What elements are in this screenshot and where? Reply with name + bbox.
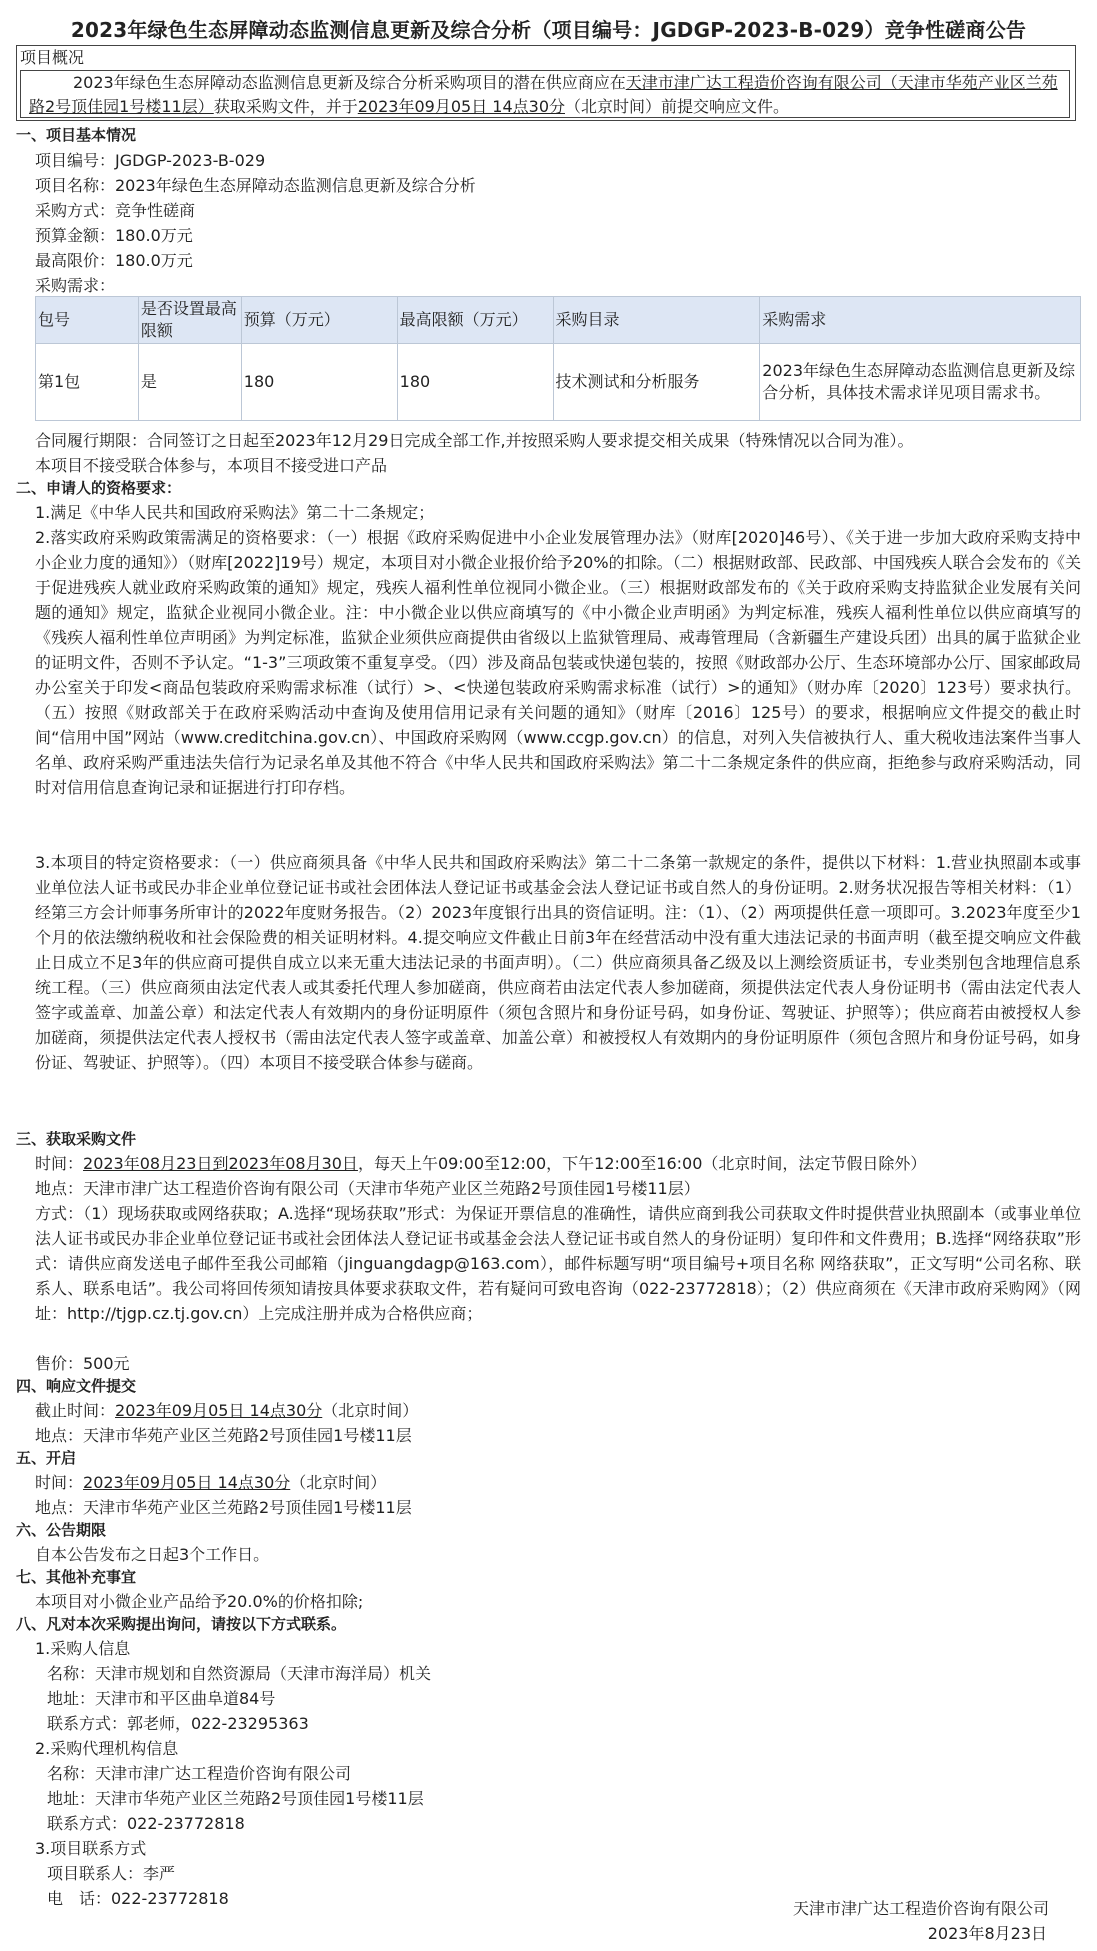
project-contact-person: 项目联系人：李严: [47, 1864, 176, 1883]
qualification-item-1: 1.满足《中华人民共和国政府采购法》第二十二条规定；: [35, 503, 435, 522]
cell-budget: 180: [241, 344, 397, 421]
agency-name: 名称：天津市津广达工程造价咨询有限公司: [47, 1764, 352, 1783]
other-matters-text: 本项目对小微企业产品给予20.0%的价格扣除;: [35, 1592, 364, 1611]
buyer-address: 地址：天津市和平区曲阜道84号: [47, 1689, 276, 1708]
demand-label: 采购需求：: [35, 276, 116, 295]
cell-demand: 2023年绿色生态屏障动态监测信息更新及综合分析，具体技术需求详见项目需求书。: [760, 344, 1081, 421]
table-header-row: [36, 297, 1081, 344]
obtain-start-date: 2023年08月23日: [83, 1154, 213, 1173]
project-name: 项目名称：2023年绿色生态屏障动态监测信息更新及综合分析: [35, 176, 476, 195]
section-heading-qualifications: 二、申请人的资格要求：: [16, 479, 182, 497]
cell-has-limit: 是: [138, 344, 241, 421]
col-header-package: 包号: [36, 297, 139, 344]
obtain-end-date: 2023年08月30日: [228, 1154, 358, 1173]
contract-period: 合同履行期限：合同签订之日起至2023年12月29日完成全部工作,并按照采购人要求提交相关成果（特殊情况以合同为准）。: [35, 431, 914, 450]
cell-catalog: 技术测试和分析服务: [553, 344, 760, 421]
procurement-method: 采购方式：竞争性磋商: [35, 201, 196, 220]
buyer-heading: 1.采购人信息: [35, 1639, 131, 1658]
project-number: 项目编号：JGDGP-2023-B-029: [35, 151, 266, 170]
signature-date: 2023年8月23日: [927, 1924, 1047, 1943]
procurement-demand-table: [35, 296, 1081, 421]
overview-text: 2023年绿色生态屏障动态监测信息更新及综合分析采购项目的潜在供应商应在天津市津广达工程造价咨询有限公司（天津市华苑产业区兰苑路2号顶佳园1号楼11层）获取采购文件，并于2023年09月05日 14点30分（北京时间）前提交响应文件。: [20, 70, 1070, 118]
project-contact-phone: 电 话：022-23772818: [47, 1889, 229, 1908]
document-price: 售价：500元: [35, 1354, 130, 1373]
agency-heading: 2.采购代理机构信息: [35, 1739, 179, 1758]
obtain-method: 方式：（1）现场获取或网络获取；A.选择“现场获取”形式：为保证开票信息的准确性，请供应商到我公司获取文件时提供营业执照副本（或事业单位法人证书或民办非企业单位登记证书或社会团体法人登记证书或基金会法人登记证书或自然人的身份证明）复印件和文件费用；B.选择“网络获取”形式：请供应商发送电子邮件至我公司邮箱（jinguangdagp@163.com），邮件标题写明“项目编号+项目名称 网络获取”，正文写明“公司名称、联系人、联系电话”。我公司将回传须知请按具体要求获取文件，若有疑问可致电咨询（022-23772818）；（2）供应商须在《天津市政府采购网》（网址：http://tjgp.cz.tj.gov.cn）上完成注册并成为合格供应商；: [35, 1204, 1081, 1323]
submission-date: 2023年09月05日 14点30分: [357, 97, 565, 116]
max-price: 最高限价：180.0万元: [35, 251, 193, 270]
obtain-time: 时间：2023年08月23日到2023年08月30日，每天上午09:00至12:00，下午12:00至16:00（北京时间，法定节假日除外）: [35, 1154, 927, 1173]
agency-contact: 联系方式：022-23772818: [47, 1814, 245, 1833]
opening-time: 时间：2023年09月05日 14点30分（北京时间）: [35, 1473, 387, 1492]
buyer-contact: 联系方式：郭老师，022-23295363: [47, 1714, 309, 1733]
section-heading-opening: 五、开启: [16, 1449, 77, 1467]
signature-company: 天津市津广达工程造价咨询有限公司: [792, 1899, 1049, 1918]
supplier-location-link: 天津市津广达工程造价咨询有限公司（天津市华苑产业区兰苑路2号顶佳园1号楼11层）: [29, 73, 1058, 116]
submission-deadline: 截止时间：2023年09月05日 14点30分（北京时间）: [35, 1401, 419, 1420]
section-heading-obtain-docs: 三、获取采购文件: [16, 1130, 137, 1148]
col-header-budget: 预算（万元）: [241, 297, 397, 344]
col-header-demand: 采购需求: [760, 297, 1081, 344]
col-header-has-limit: 是否设置最高限额: [138, 297, 241, 344]
page-title: 2023年绿色生态屏障动态监测信息更新及综合分析（项目编号：JGDGP-2023-B-029）竞争性磋商公告: [70, 18, 1027, 42]
agency-address: 地址：天津市华苑产业区兰苑路2号顶佳园1号楼11层: [47, 1789, 424, 1808]
section-heading-notice-period: 六、公告期限: [16, 1521, 107, 1539]
col-header-max-limit: 最高限额（万元）: [397, 297, 553, 344]
qualification-item-3: 3.本项目的特定资格要求：（一）供应商须具备《中华人民共和国政府采购法》第二十二条第一款规定的条件，提供以下材料：1.营业执照副本或事业单位法人证书或民办非企业单位登记证书或社会团体法人登记证书或基金会法人登记证书或自然人的身份证明。2.财务状况报告等相关材料：（1）经第三方会计师事务所审计的2022年度财务报告。（2）2023年度银行出具的资信证明。注：（1）、（2）两项提供任意一项即可。3.2023年度至少1个月的依法缴纳税收和社会保险费的相关证明材料。4.提交响应文件截止日前3年在经营活动中没有重大违法记录的书面声明（截至提交响应文件截止日成立不足3年的供应商可提供自成立以来无重大违法记录的书面声明）。（二）供应商须具备乙级及以上测绘资质证书，专业类别包含地理信息系统工程。（三）供应商须由法定代表人或其委托代理人参加磋商，供应商若由法定代表人参加磋商，须提供法定代表人身份证明书（需由法定代表人签字或盖章、加盖公章）和法定代表人有效期内的身份证明原件（须包含照片和身份证号码，如身份证、驾驶证、护照等）；供应商若由被授权人参加磋商，须提供法定代表人授权书（需由法定代表人签字或盖章、加盖公章）和被授权人有效期内的身份证明原件（须包含照片和身份证号码，如身份证、驾驶证、护照等）。（四）本项目不接受联合体参与磋商。: [35, 853, 1081, 1072]
cell-package: 第1包: [36, 344, 139, 421]
section-heading-basic-info: 一、项目基本情况: [16, 126, 137, 144]
col-header-catalog: 采购目录: [553, 297, 760, 344]
obtain-place: 地点：天津市津广达工程造价咨询有限公司（天津市华苑产业区兰苑路2号顶佳园1号楼11层）: [35, 1179, 700, 1198]
table-row: [36, 344, 1081, 421]
submission-place: 地点：天津市华苑产业区兰苑路2号顶佳园1号楼11层: [35, 1426, 412, 1445]
overview-label: 项目概况: [20, 48, 85, 67]
buyer-name: 名称：天津市规划和自然资源局（天津市海洋局）机关: [47, 1664, 432, 1683]
budget-amount: 预算金额：180.0万元: [35, 226, 193, 245]
overview-box: [16, 45, 1076, 121]
section-heading-submission: 四、响应文件提交: [16, 1377, 137, 1395]
cell-max-limit: 180: [397, 344, 553, 421]
notice-period-text: 自本公告发布之日起3个工作日。: [35, 1545, 270, 1564]
no-consortium-note: 本项目不接受联合体参与，本项目不接受进口产品: [35, 456, 388, 475]
section-heading-contacts: 八、凡对本次采购提出询问，请按以下方式联系。: [16, 1615, 347, 1633]
opening-place: 地点：天津市华苑产业区兰苑路2号顶佳园1号楼11层: [35, 1498, 412, 1517]
project-contact-heading: 3.项目联系方式: [35, 1839, 147, 1858]
qualification-item-2: 2.落实政府采购政策需满足的资格要求：（一）根据《政府采购促进中小企业发展管理办法》（财库[2020]46号）、《关于进一步加大政府采购支持中小企业力度的通知》）（财库[2022]19号）规定，本项目对小微企业报价给予20%的扣除。（二）根据财政部、民政部、中国残疾人联合会发布的《关于促进残疾人就业政府采购政策的通知》规定，残疾人福利性单位视同小微企业。（三）根据财政部发布的《关于政府采购支持监狱企业发展有关问题的通知》规定，监狱企业视同小微企业。注：中小微企业以供应商填写的《中小微企业声明函》为判定标准，残疾人福利性单位以供应商填写的《残疾人福利性单位声明函》为判定标准，监狱企业须供应商提供由省级以上监狱管理局、戒毒管理局（含新疆生产建设兵团）出具的属于监狱企业的证明文件，否则不予认定。“1-3”三项政策不重复享受。（四）涉及商品包装或快递包装的，按照《财政部办公厅、生态环境部办公厅、国家邮政局办公室关于印发<商品包装政府采购需求标准（试行）>、<快递包装政府采购需求标准（试行）>的通知》（财办库〔2020〕123号）要求执行。（五）按照《财政部关于在政府采购活动中查询及使用信用记录有关问题的通知》（财库〔2016〕125号）的要求，根据响应文件提交的截止时间“信用中国”网站（www.creditchina.gov.cn）、中国政府采购网（www.ccgp.gov.cn）的信息，对列入失信被执行人、重大税收违法案件当事人名单、政府采购严重违法失信行为记录名单及其他不符合《中华人民共和国政府采购法》第二十二条规定条件的供应商，拒绝参与政府采购活动，同时对信用信息查询记录和证据进行打印存档。: [35, 528, 1081, 797]
section-heading-other-matters: 七、其他补充事宜: [16, 1568, 137, 1586]
